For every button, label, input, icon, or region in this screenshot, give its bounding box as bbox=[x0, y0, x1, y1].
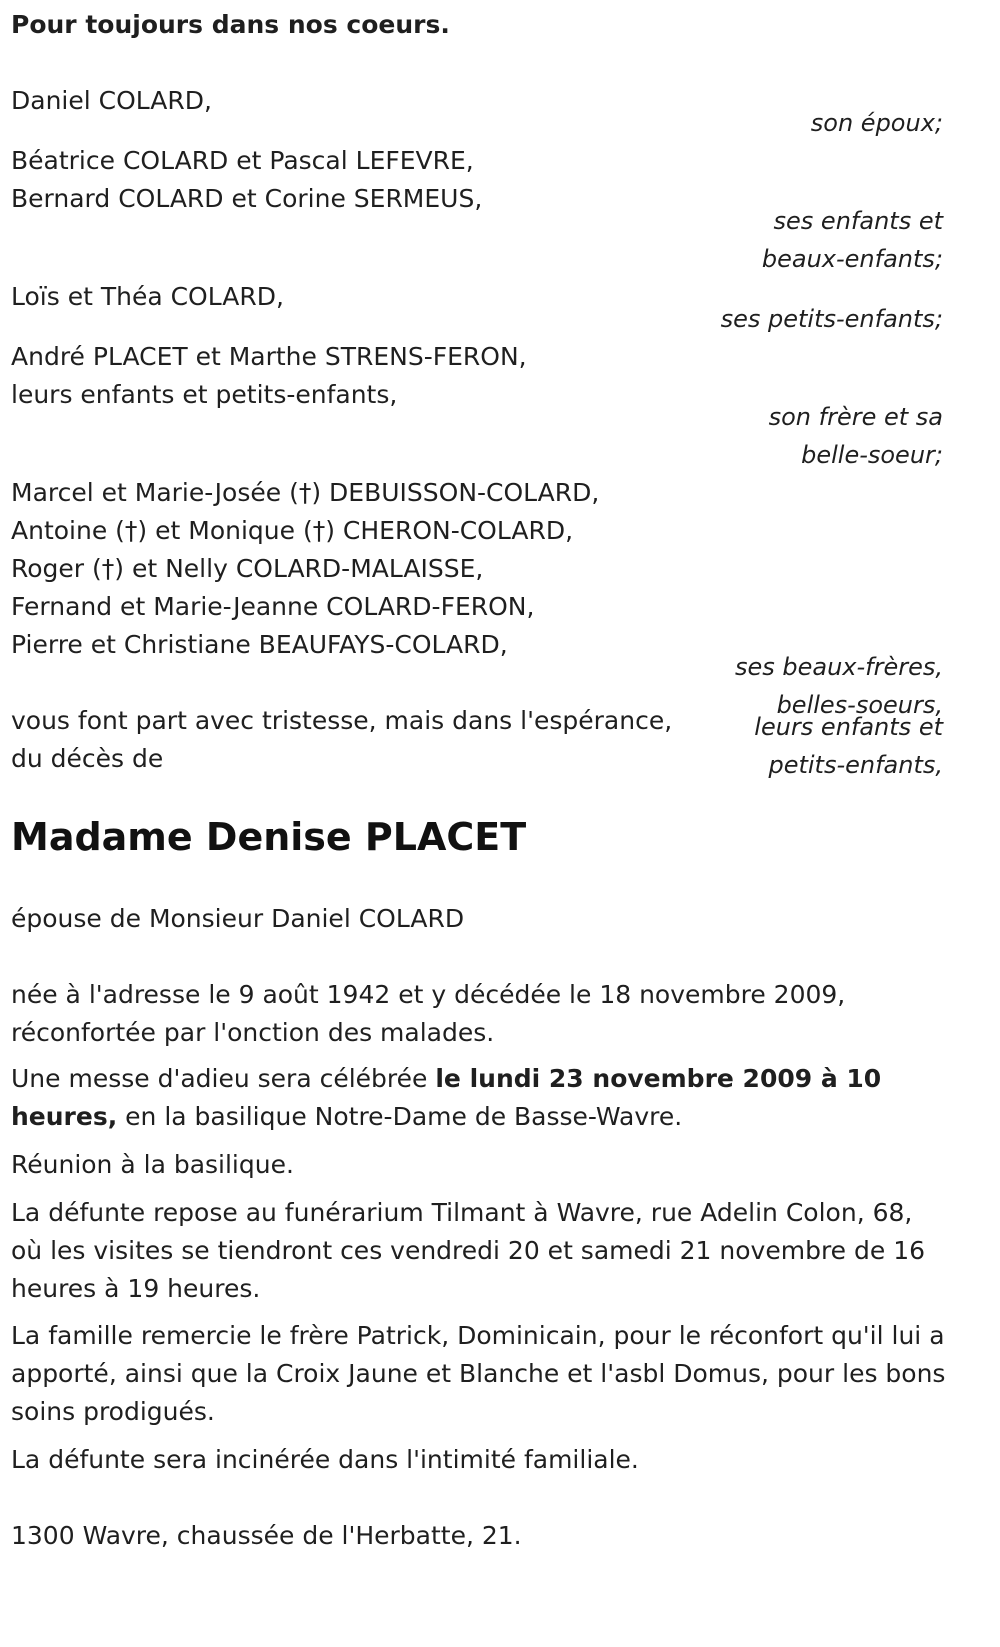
family-relation: ses enfants et bbox=[773, 207, 943, 235]
family-relation: ses petits-enfants; bbox=[720, 305, 943, 333]
family-name-line: Fernand et Marie-Jeanne COLARD-FERON, bbox=[11, 592, 535, 621]
reunion-paragraph: Réunion à la basilique. bbox=[11, 1150, 294, 1179]
family-relation: beaux-enfants; bbox=[761, 245, 943, 273]
family-name-line: André PLACET et Marthe STRENS-FERON, bbox=[11, 342, 527, 371]
family-name-line: Loïs et Théa COLARD, bbox=[11, 282, 284, 311]
family-name-line: Antoine (†) et Monique (†) CHERON-COLARD, bbox=[11, 516, 574, 545]
family-relation: belle-soeur; bbox=[801, 441, 943, 469]
notice-headline: Pour toujours dans nos coeurs. bbox=[11, 10, 450, 39]
announcement-line: du décès de bbox=[11, 744, 164, 773]
family-name-line: Pierre et Christiane BEAUFAYS-COLARD, bbox=[11, 630, 508, 659]
announcement-line: vous font part avec tristesse, mais dans l'espérance, bbox=[11, 706, 673, 735]
visits-paragraph: La défunte repose au funérarium Tilmant à Wavre, rue Adelin Colon, 68, où les visites se tiendront ces vendredi 20 et samedi 21 novembre de 16 heures à 19 heures. bbox=[11, 1198, 926, 1303]
family-name-line: Bernard COLARD et Corine SERMEUS, bbox=[11, 184, 483, 213]
family-relation: belles-soeurs, bbox=[776, 691, 943, 719]
mass-paragraph bbox=[11, 1060, 946, 1136]
mass-date: le lundi 23 novembre 2009 à 10 heures, bbox=[11, 1064, 882, 1131]
mass-location: en la basilique Notre-Dame de Basse-Wavre. bbox=[117, 1102, 683, 1131]
family-relation: leurs enfants et bbox=[754, 713, 943, 741]
cremation-paragraph: La défunte sera incinérée dans l'intimité familiale. bbox=[11, 1445, 639, 1474]
family-name-line: leurs enfants et petits-enfants, bbox=[11, 380, 398, 409]
deceased-name: Madame Denise PLACET bbox=[11, 815, 527, 859]
family-relation: son époux; bbox=[810, 109, 943, 137]
mass-text: Une messe d'adieu sera célébrée bbox=[11, 1064, 436, 1093]
family-relation: petits-enfants, bbox=[768, 751, 943, 779]
address: 1300 Wavre, chaussée de l'Herbatte, 21. bbox=[11, 1521, 522, 1550]
family-name-line: Daniel COLARD, bbox=[11, 86, 212, 115]
thanks-paragraph: La famille remercie le frère Patrick, Dominicain, pour le réconfort qu'il lui a apporté, ainsi que la Croix Jaune et Blanche et l'asbl Domus, pour les bons soins prodigués. bbox=[11, 1321, 946, 1426]
family-relation: ses beaux-frères, bbox=[734, 653, 943, 681]
birth-death-paragraph: née à l'adresse le 9 août 1942 et y décédée le 18 novembre 2009, réconfortée par l'onction des malades. bbox=[11, 980, 846, 1047]
family-name-line: Roger (†) et Nelly COLARD-MALAISSE, bbox=[11, 554, 484, 583]
family-relation: son frère et sa bbox=[768, 403, 943, 431]
deceased-spouse: épouse de Monsieur Daniel COLARD bbox=[11, 904, 465, 933]
family-name-line: Marcel et Marie-Josée (†) DEBUISSON-COLARD, bbox=[11, 478, 600, 507]
family-name-line: Béatrice COLARD et Pascal LEFEVRE, bbox=[11, 146, 474, 175]
